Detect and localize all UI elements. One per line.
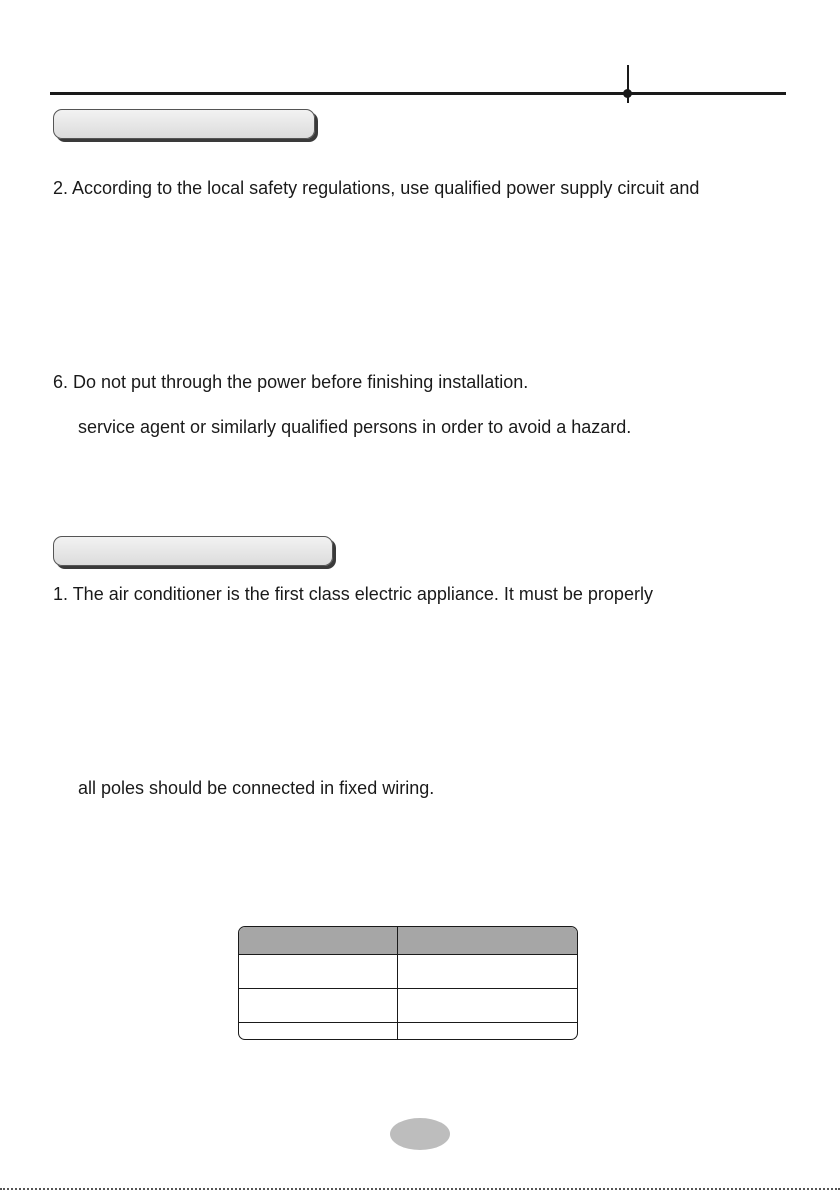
table-row — [239, 1022, 577, 1039]
paragraph-line: 1. The air conditioner is the first class electric appliance. It must be properly — [53, 584, 653, 604]
table-row — [239, 988, 577, 1022]
table-header-cell — [239, 927, 398, 955]
paragraph-line: service agent or similarly qualified persons in order to avoid a hazard. — [78, 417, 632, 437]
section-heading-1 — [53, 109, 315, 139]
table-row — [239, 955, 577, 989]
section-heading-2 — [53, 536, 333, 566]
table-header-row — [239, 927, 577, 955]
page-number-badge — [390, 1118, 450, 1150]
paragraph-line: 6. Do not put through the power before finishing installation. — [53, 372, 529, 392]
table-cell — [239, 1022, 398, 1039]
table-cell — [398, 1022, 578, 1039]
table-header-cell — [398, 927, 578, 955]
header-rule — [50, 92, 786, 95]
table-cell — [239, 988, 398, 1022]
paragraph-line: 2. According to the local safety regulations, use qualified power supply circuit and — [53, 178, 700, 198]
bottom-dotted-rule — [0, 1188, 840, 1190]
spec-table — [238, 926, 578, 1040]
paragraph-line: all poles should be connected in fixed wiring. — [78, 778, 435, 798]
table-cell — [398, 988, 578, 1022]
table-cell — [239, 955, 398, 989]
table-cell — [398, 955, 578, 989]
crosshair-dot — [623, 89, 632, 98]
